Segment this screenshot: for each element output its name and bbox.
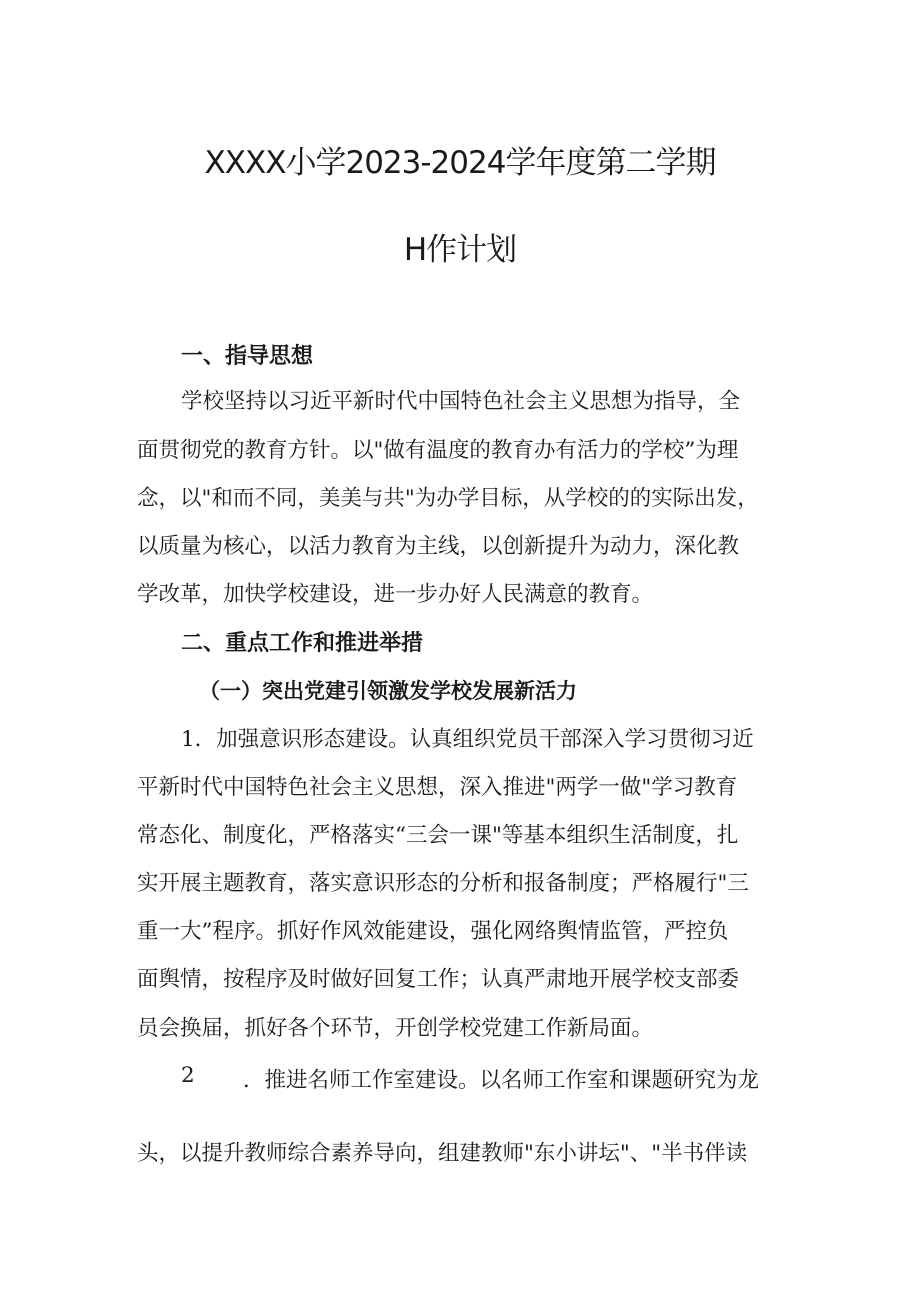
item2-number: 2: [181, 1063, 195, 1088]
section1-paragraph-line: 念，以"和而不同，美美与共"为办学目标，从学校的的实际出发，: [137, 486, 759, 511]
item2-paragraph-line: ．推进名师工作室建设。以名师工作室和课题研究为龙: [243, 1068, 760, 1093]
item1-paragraph-line: 员会换届，抓好各个环节，开创学校党建工作新局面。: [137, 1016, 654, 1041]
section1-paragraph-line: 学校坚持以习近平新时代中国特色社会主义思想为指导，全: [181, 389, 741, 414]
item1-paragraph-line: 重一大”程序。抓好作风效能建设，强化网络舆情监管，严控负: [137, 919, 729, 944]
section1-heading: 一、指导思想: [181, 344, 314, 369]
item1-paragraph-line: 平新时代中国特色社会主义思想，深入推进"两学一做"学习教育: [137, 775, 738, 800]
document-title-line1: XXXX小学2023-2024学年度第二学期: [204, 145, 716, 181]
item1-paragraph-line: 常态化、制度化，严格落实“三会一课"等基本组织生活制度，扎: [137, 823, 739, 848]
section2-heading: 二、重点工作和推进举措: [181, 631, 424, 656]
item2-paragraph-line: 头，以提升教师综合素养导向，组建教师"东小讲坛"、"半书伴读: [137, 1141, 748, 1166]
document-title-line2: H作计划: [403, 232, 517, 268]
item1-paragraph-line: 面舆情，按程序及时做好回复工作；认真严肃地开展学校支部委: [137, 967, 740, 992]
section2-subheading: （一）突出党建引领激发学校发展新活力: [199, 679, 577, 703]
item1-paragraph-line: 实开展主题教育，落实意识形态的分析和报备制度；严格履行"三: [137, 871, 749, 896]
item1-paragraph-line: 1．加强意识形态建设。认真组织党员干部深入学习贯彻习近: [181, 727, 754, 752]
section1-paragraph-line: 学改革，加快学校建设，进一步办好人民满意的教育。: [137, 582, 654, 607]
section1-paragraph-line: 以质量为核心，以活力教育为主线，以创新提升为动力，深化教: [137, 534, 740, 559]
section1-paragraph-line: 面贯彻党的教育方针。以"做有温度的教育办有活力的学校”为理: [137, 438, 739, 463]
